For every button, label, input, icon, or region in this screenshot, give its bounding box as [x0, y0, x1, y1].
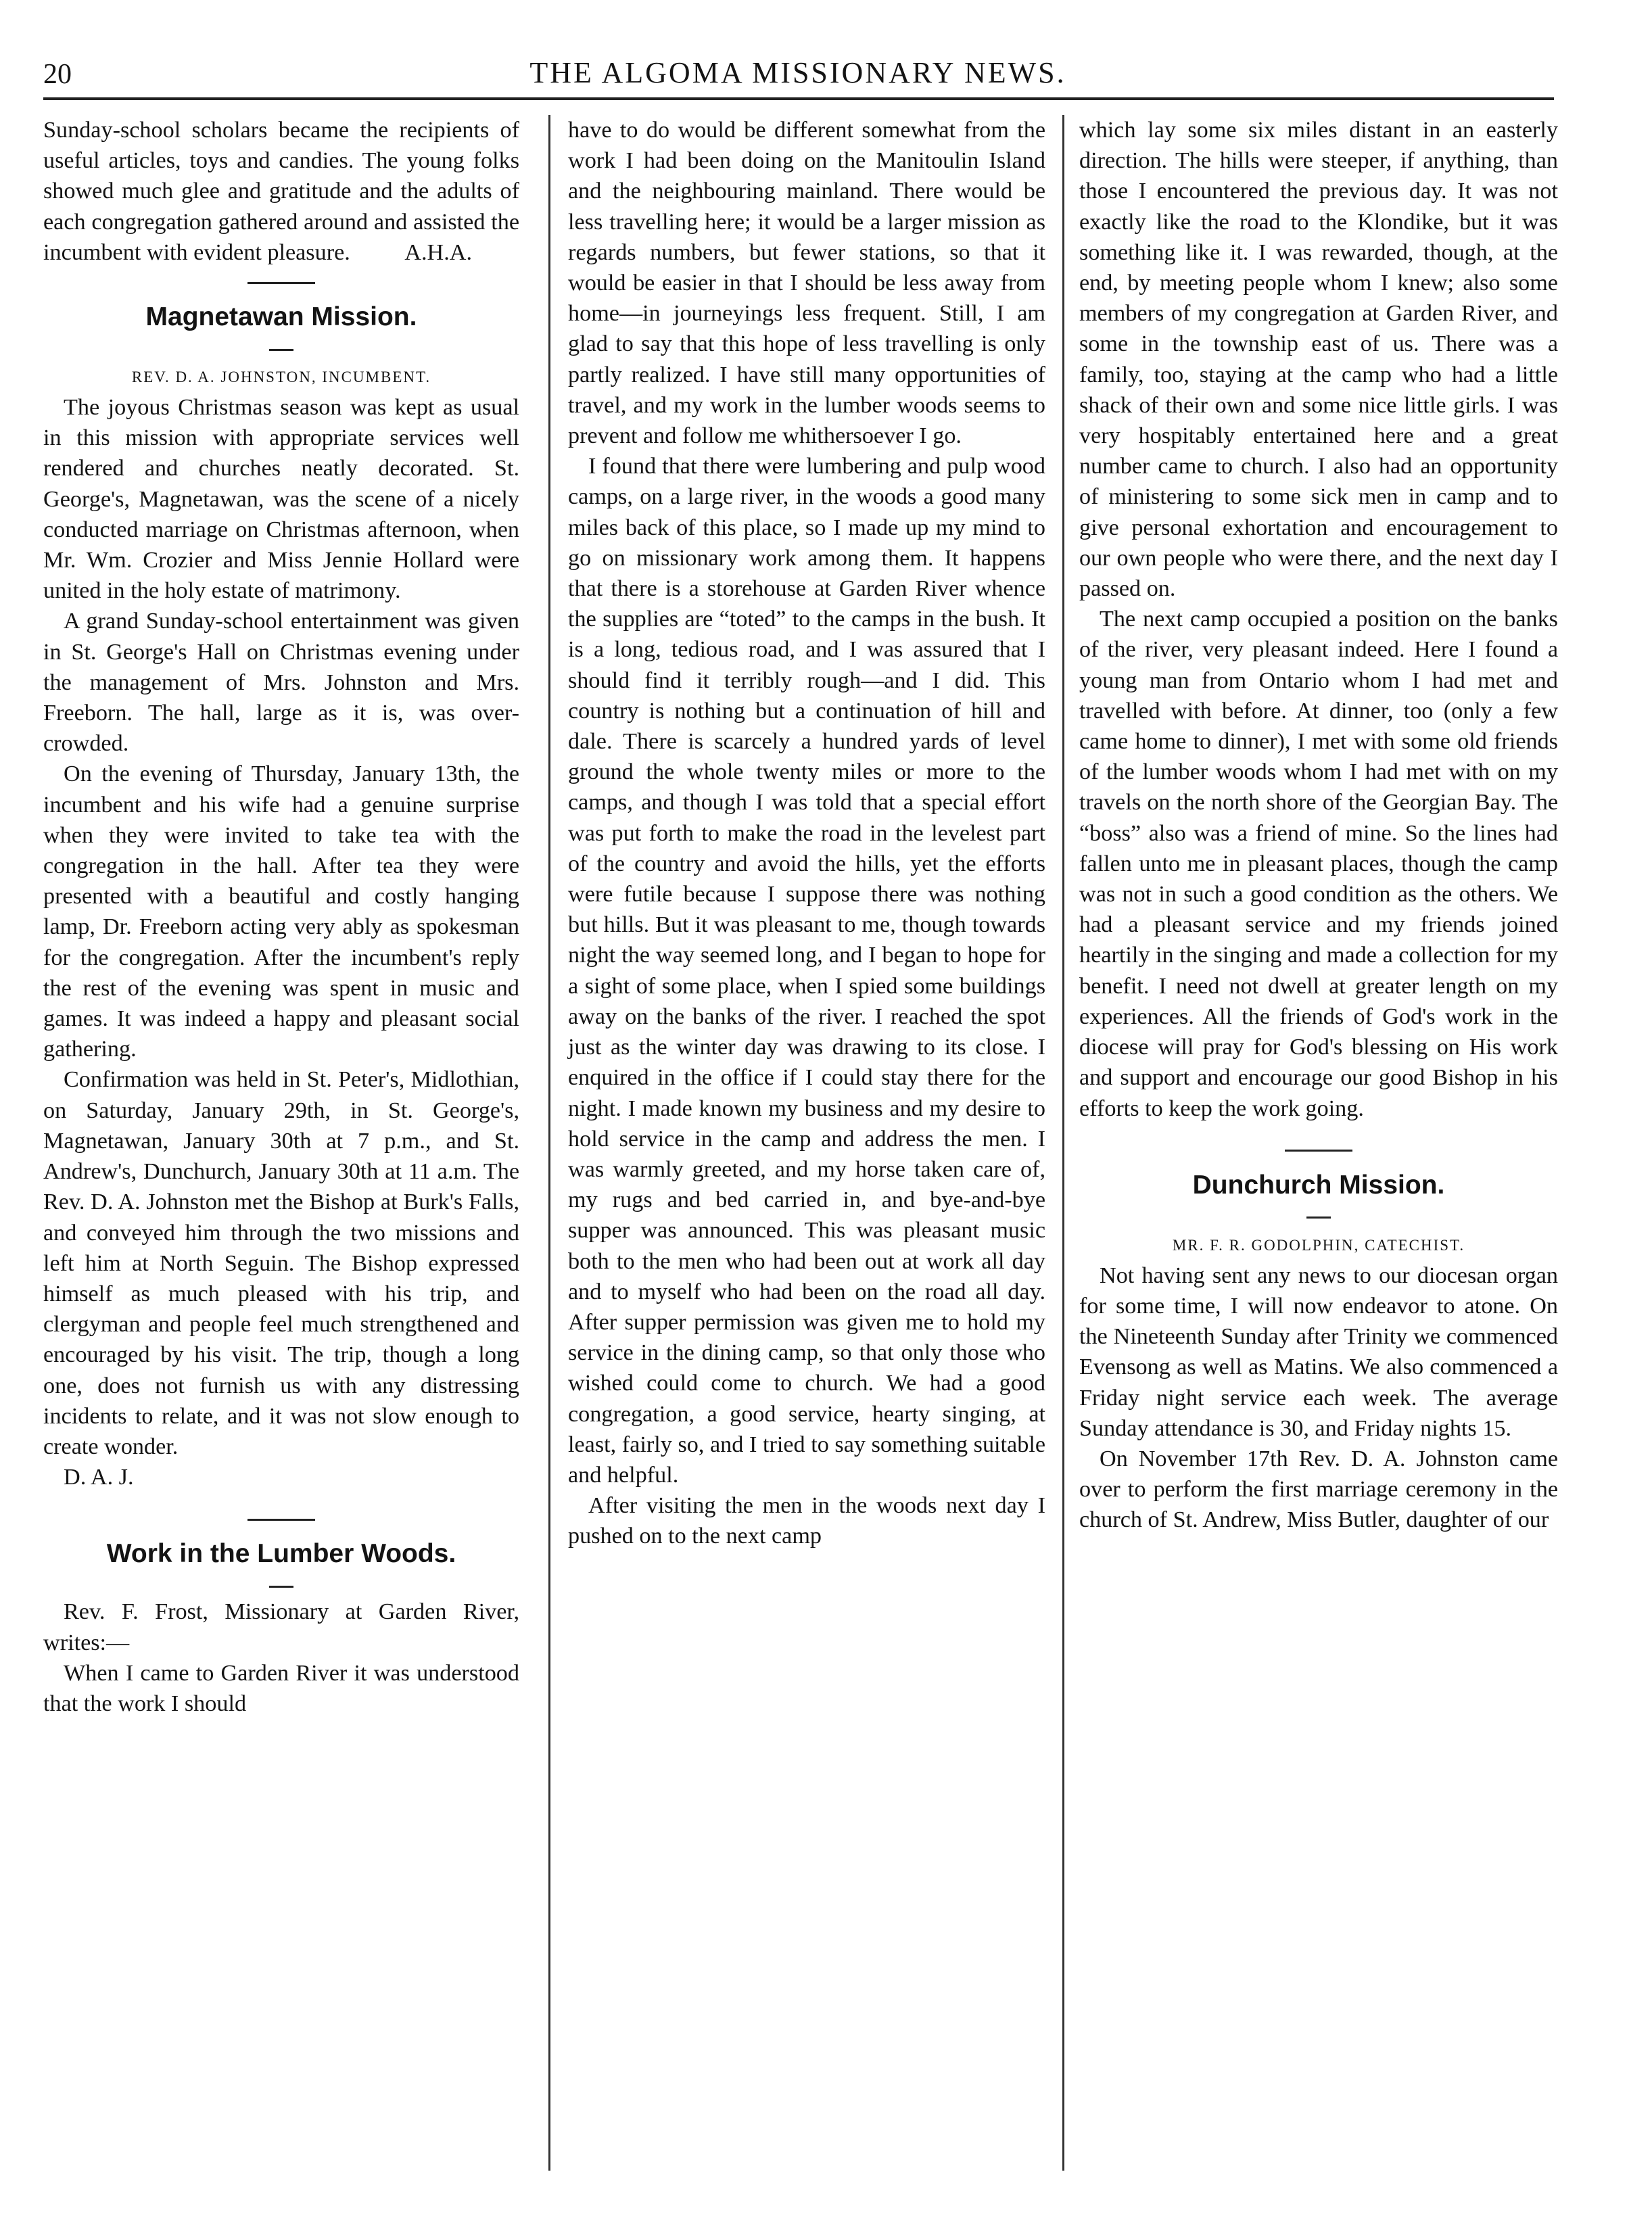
- column-3: [1079, 115, 1558, 1536]
- signature-aha: A.H.A.: [404, 239, 472, 265]
- column-1: [43, 115, 519, 1719]
- separator-rule: [43, 1505, 519, 1532]
- short-rule: [43, 1574, 519, 1597]
- article-paragraph: I found that there were lumbering and pulp wood camps, on a large river, in the woods a good many miles back of this place, so I made up my mind to go on missionary work among them. It happens that there is a storehouse at Garden River whence the supplies are “toted” to the camps in the bush. It is a long, tedious road, and I was assured that I should find it terribly rough—and I did. This country is nothing but a continuation of hill and dale. There is scarcely a hundred yards of level ground the whole twenty miles or more to the camps, and though I was told that a special effort was put forth to make the road in the levelest part of the country and avoid the hills, yet the efforts were futile because I suppose there was nothing but hills. But it was pleasant to me, though towards night the way seemed long, and I began to hope for a sight of some place, when I spied some buildings away on the banks of the river. I reached the spot just as the winter day was drawing to its close. I enquired in the office if I could stay there for the night. I made known my business and my desire to hold service in the camp and address the men. I was warmly greeted, and my horse taken care of, my rugs and bed carried in, and bye-and-bye supper was announced. This was pleasant music both to the men who had been out at work all day and to myself who had been on the road all day. After supper permission was given me to hold my service in the dining camp, so that only those who wished could come to church. We had a good congregation, a good service, hearty singing, at least, fairly so, and I tried to say something suitable and helpful.: [568, 454, 1045, 1488]
- heading-lumber-woods: Work in the Lumber Woods.: [106, 1539, 456, 1569]
- heading-dunchurch-mission: Dunchurch Mission.: [1192, 1170, 1445, 1200]
- column-2: [568, 115, 1045, 1552]
- short-rule: [1079, 1205, 1558, 1228]
- page-header: [43, 53, 1553, 100]
- article-paragraph: have to do would be different somewhat from the work I had been doing on the Manitoulin Island and the neighbouring mainland. There would be less travelling here; it would be a larger mission as regards numbers, but fewer stations, so that it would be easier in that I should be less away from home—in journeyings less frequent. Still, I am glad to say that this hope of less travelling is only partly realized. I have still many opportunities of travel, and my work in the lumber woods seems to prevent and follow me whithersoever I go.: [568, 118, 1045, 449]
- article-paragraph: A grand Sunday-school entertainment was given in St. George's Hall on Christmas evening under the management of Mrs. Johnston and Mrs. Freeborn. The hall, large as it is, was over-crowded.: [43, 609, 519, 757]
- short-rule: [43, 337, 519, 360]
- byline-johnston: REV. D. A. JOHNSTON, INCUMBENT.: [131, 369, 431, 386]
- article-paragraph: Confirmation was held in St. Peter's, Midlothian, on Saturday, January 29th, in St. George's, Magnetawan, January 30th at 7 p.m., and St. Andrew's, Dunchurch, January 30th at 11 a.m. The Rev. D. A. Johnston met the Bishop at Burk's Falls, and conveyed him through the two missions and left him at North Seguin. The Bishop expressed himself as much pleased with his trip, and clergyman and people feel much strengthened and encouraged by his visit. The trip, though a long one, does not furnish us with any distressing incidents to relate, and it was not slow enough to create wonder.: [43, 1067, 519, 1459]
- article-paragraph: After visiting the men in the woods next day I pushed on to the next camp: [568, 1493, 1045, 1549]
- separator-rule: [1079, 1136, 1558, 1163]
- running-title: THE ALGOMA MISSIONARY NEWS.: [529, 56, 1066, 89]
- article-paragraph: Not having sent any news to our diocesan organ for some time, I will now endeavor to atone. On the Nineteenth Sunday after Trinity we commenced Evensong as well as Matins. We also commenced a Friday night service each week. The average Sunday attendance is 30, and Friday nights 15.: [1079, 1262, 1558, 1441]
- article-paragraph: Rev. F. Frost, Missionary at Garden River, writes:—: [43, 1599, 519, 1655]
- article-paragraph: which lay some six miles distant in an easterly direction. The hills were steeper, if anything, than those I encountered the previous day. It was not exactly like the road to the Klondike, but it was something like it. I was rewarded, though, at the end, by meeting people whom I knew; also some members of my congregation at Garden River, and some in the township east of us. There was a family, too, staying at the camp who had a little shack of their own and some nice little girls. I was very hospitably entertained here and a great number came to church. I also had an opportunity of ministering to some sick men in camp and to give personal exhortation and encouragement to our own people who were there, and the next day I passed on.: [1079, 118, 1558, 602]
- column-rule-1: [548, 115, 550, 2171]
- signature-daj: D. A. J.: [64, 1465, 134, 1490]
- column-rule-2: [1062, 115, 1064, 2171]
- separator-rule: [43, 268, 519, 295]
- article-paragraph: Sunday-school scholars became the recipients of useful articles, toys and candies. The young folks showed much glee and gratitude and the adults of each congregation gathered around and assisted the incumbent with evident pleasure. A.H.A.: [43, 115, 519, 268]
- article-paragraph: The next camp occupied a position on the banks of the river, very pleasant indeed. Here I found a young man from Ontario whom I had met and travelled with before. At dinner, too (only a few came home to dinner), I met with some old friends of the lumber woods whom I had met with on my travels on the north shore of the Georgian Bay. The “boss” also was a friend of mine. So the lines had fallen unto me in pleasant places, though the camp was not in such a good condition as the others. We had a pleasant service and my friends joined heartily in the singing and made a collection for my benefit. I need not dwell at greater length on my experiences. All the friends of God's work in the diocese will pray for God's blessing on His work and support and encourage our good Bishop in his efforts to keep the work going.: [1079, 607, 1558, 1121]
- article-paragraph: On the evening of Thursday, January 13th, the incumbent and his wife had a genuine surprise when they were invited to take tea with the congregation in the hall. After tea they were presented with a beautiful and costly hanging lamp, Dr. Freeborn acting very ably as spokesman for the congregation. After the incumbent's reply the rest of the evening was spent in music and games. It was indeed a happy and pleasant social gathering.: [43, 761, 519, 1062]
- article-paragraph: The joyous Christmas season was kept as usual in this mission with appropriate services well rendered and churches neatly decorated. St. George's, Magnetawan, was the scene of a nicely conducted marriage on Christmas afternoon, when Mr. Wm. Crozier and Miss Jennie Hollard were united in the holy estate of matrimony.: [43, 395, 519, 604]
- article-paragraph: When I came to Garden River it was understood that the work I should: [43, 1660, 519, 1716]
- heading-magnetawan-mission: Magnetawan Mission.: [145, 302, 417, 332]
- article-paragraph: On November 17th Rev. D. A. Johnston came over to perform the first marriage ceremony in the church of St. Andrew, Miss Butler, daughter of our: [1079, 1446, 1558, 1533]
- header-rule: [43, 97, 1554, 100]
- page-number: 20: [43, 59, 72, 90]
- byline-godolphin: MR. F. R. GODOLPHIN, CATECHIST.: [1172, 1236, 1465, 1254]
